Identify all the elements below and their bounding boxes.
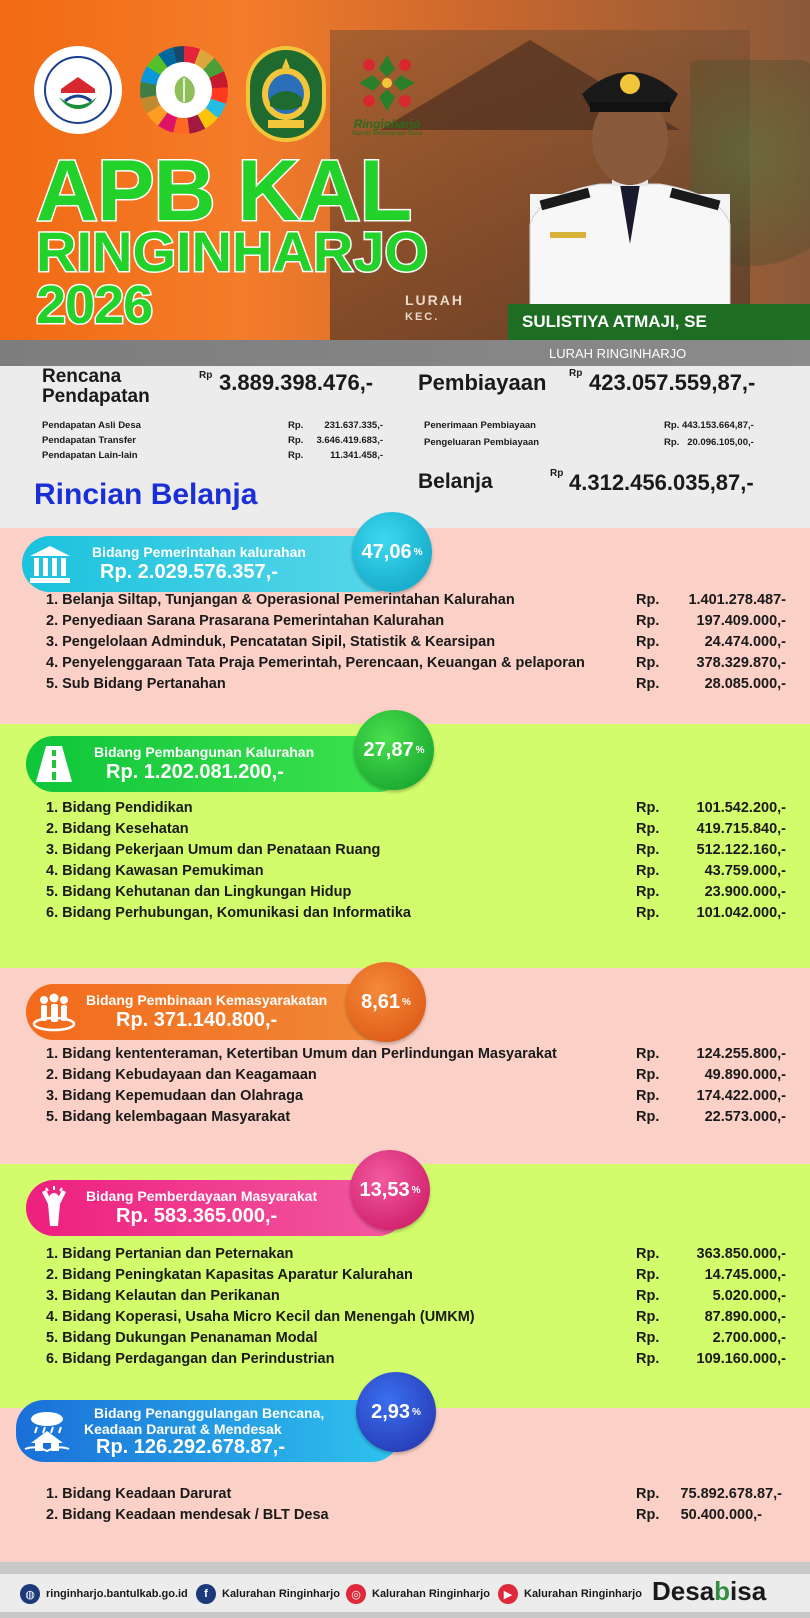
facebook-text: Kalurahan Ringinharjo	[222, 1588, 340, 1600]
percent-value: 27,87	[363, 738, 414, 761]
section-title-line-2: Keadaan Darurat & Mendesak	[84, 1421, 282, 1437]
ringinharjo-tagline: Mandiri Membangun Desa	[351, 131, 423, 137]
list-item: 3. Pengelolaan Adminduk, Pencatatan Sipil, Statistik & Kearsipan Rp. 24.474.000,-	[46, 634, 786, 650]
pendapatan-item-rp: Rp.	[288, 435, 304, 446]
pembiayaan-item-label: Pengeluaran Pembiayaan	[424, 437, 540, 448]
instagram-icon: ◎	[346, 1584, 366, 1604]
section-amount: Rp. 1.202.081.200,-	[106, 761, 284, 783]
building-sign: LURAH KEC.	[405, 292, 464, 323]
section-amount: Rp. 371.140.800,-	[116, 1009, 278, 1031]
community-people-icon	[26, 984, 82, 1040]
official-position-bar	[0, 340, 810, 366]
pendapatan-label-1: Rencana	[42, 366, 122, 387]
official-name: SULISTIYA ATMAJI, SE	[508, 304, 810, 340]
section-title: Bidang Pembinaan Kemasyarakatan	[86, 992, 328, 1008]
item-list	[46, 1486, 782, 1528]
section-amount: Rp. 126.292.678.87,-	[96, 1436, 286, 1458]
header-banner	[0, 0, 810, 343]
section-pemberdayaan	[0, 1164, 810, 1408]
globe-icon: ◍	[20, 1584, 40, 1604]
pendapatan-label-2: Pendapatan	[42, 386, 150, 407]
section-title: Bidang Pembangunan Kalurahan	[94, 744, 315, 760]
ringinharjo-brand: Ringinharjo	[353, 117, 421, 131]
pendapatan-item-label: Pendapatan Asli Desa	[42, 420, 141, 431]
list-item: 2. Bidang Peningkatan Kapasitas Aparatur Kalurahan Rp. 14.745.000,-	[46, 1267, 786, 1283]
section-title: Bidang Pemerintahan kalurahan	[92, 544, 306, 560]
pendapatan-item-value: 3.646.419.683,-	[316, 435, 383, 446]
percent-badge	[354, 710, 434, 790]
footer-divider	[0, 1562, 810, 1574]
list-item: 2. Bidang Kebudayaan dan Keagamaan Rp. 49.890.000,-	[46, 1067, 786, 1083]
title-line-1: APB KAL	[36, 143, 412, 239]
desa-bisa-logo	[652, 1576, 766, 1607]
youtube-link[interactable]	[498, 1584, 642, 1604]
pendapatan-item-rp: Rp.	[288, 420, 304, 431]
official-portrait	[520, 44, 740, 306]
youtube-text: Kalurahan Ringinharjo	[524, 1588, 642, 1600]
item-list	[46, 592, 786, 697]
section-amount: Rp. 2.029.576.357,-	[100, 561, 278, 583]
list-item: 2. Bidang Kesehatan Rp. 419.715.840,-	[46, 821, 786, 837]
belanja-label: Belanja	[418, 470, 493, 493]
title-line-3: 2026	[36, 275, 153, 335]
rincian-belanja-title: Rincian Belanja	[34, 478, 258, 511]
section-header-pill	[26, 1180, 406, 1236]
instagram-text: Kalurahan Ringinharjo	[372, 1588, 490, 1600]
pendapatan-item-rp: Rp.	[288, 450, 304, 461]
facebook-icon: f	[196, 1584, 216, 1604]
pembiayaan-label: Pembiayaan	[418, 370, 547, 395]
list-item: 4. Bidang Kawasan Pemukiman Rp. 43.759.000,-	[46, 863, 786, 879]
section-title: Bidang Pemberdayaan Masyarakat	[86, 1188, 318, 1204]
list-item: 1. Bidang Keadaan Darurat Rp. 75.892.678.87,-	[46, 1486, 782, 1502]
percent-badge	[346, 962, 426, 1042]
ringinharjo-flower-icon	[355, 51, 419, 115]
list-item: 5. Sub Bidang Pertanahan Rp. 28.085.000,-	[46, 676, 786, 692]
section-pemerintahan	[0, 528, 810, 724]
instagram-link[interactable]	[346, 1584, 490, 1604]
list-item: 3. Bidang Pekerjaan Umum dan Penataan Ruang Rp. 512.122.160,-	[46, 842, 786, 858]
belanja-rp-sup: Rp	[550, 468, 564, 479]
list-item: 3. Bidang Kepemudaan dan Olahraga Rp. 174.422.000,-	[46, 1088, 786, 1104]
list-item: 3. Bidang Kelautan dan Perikanan Rp. 5.020.000,-	[46, 1288, 786, 1304]
list-item: 6. Bidang Perhubungan, Komunikasi dan Informatika Rp. 101.042.000,-	[46, 905, 786, 921]
list-item: 5. Bidang Dukungan Penanaman Modal Rp. 2.700.000,-	[46, 1330, 786, 1346]
official-position: LURAH RINGINHARJO	[549, 346, 687, 361]
bantul-regency-emblem-icon	[246, 46, 326, 142]
list-item: 5. Bidang kelembagaan Masyarakat Rp. 22.573.000,-	[46, 1109, 786, 1125]
pendapatan-item-value: 11.341.458,-	[330, 450, 383, 461]
pembiayaan-item-value: Rp. 443.153.664,87,-	[664, 420, 754, 431]
list-item: 1. Bidang kententeraman, Ketertiban Umum dan Perlindungan Masyarakat Rp. 124.255.800,-	[46, 1046, 786, 1062]
item-list	[46, 800, 786, 926]
footer	[0, 1574, 810, 1612]
pendapatan-item-label: Pendapatan Transfer	[42, 435, 136, 446]
ringinharjo-logo	[344, 46, 430, 142]
bottom-strip	[0, 1612, 810, 1618]
percent-sign: %	[413, 546, 423, 558]
list-item: 1. Bidang Pendidikan Rp. 101.542.200,-	[46, 800, 786, 816]
pendapatan-rp-sup: Rp	[199, 370, 213, 381]
list-item: 4. Bidang Koperasi, Usaha Micro Kecil dan Menengah (UMKM) Rp. 87.890.000,-	[46, 1309, 786, 1325]
section-header-pill	[22, 536, 402, 592]
logo-row	[34, 46, 430, 142]
percent-value: 13,53	[359, 1178, 410, 1201]
section-title: Bidang Penanggulangan Bencana,	[94, 1405, 325, 1421]
disaster-house-icon	[16, 1400, 78, 1462]
percent-sign: %	[415, 744, 425, 756]
section-header-pill	[26, 736, 406, 792]
percent-badge	[350, 1150, 430, 1230]
pembiayaan-item-value: Rp. 20.096.105,00,-	[664, 437, 754, 448]
list-item: 2. Bidang Keadaan mendesak / BLT Desa Rp. 50.400.000,-	[46, 1507, 762, 1523]
brand-left: Desa	[652, 1576, 715, 1606]
item-list	[46, 1246, 786, 1372]
list-item: 2. Penyediaan Sarana Prasarana Pemerintahan Kalurahan Rp. 197.409.000,-	[46, 613, 786, 629]
leaf-b-icon: b	[714, 1576, 731, 1606]
facebook-link[interactable]	[196, 1584, 340, 1604]
government-building-icon	[22, 536, 78, 592]
brand-right: isa	[730, 1576, 767, 1606]
pendapatan-item-label: Pendapatan Lain-lain	[42, 450, 138, 461]
pembiayaan-rp-sup: Rp	[569, 368, 583, 379]
ministry-logo-icon	[34, 46, 122, 134]
website-text: ringinharjo.bantulkab.go.id	[46, 1588, 188, 1600]
section-amount: Rp. 583.365.000,-	[116, 1205, 278, 1227]
empowerment-person-icon	[26, 1180, 82, 1236]
percent-value: 8,61	[361, 990, 401, 1013]
section-pembinaan	[0, 968, 810, 1164]
percent-value: 47,06	[361, 540, 412, 563]
list-item: 1. Belanja Siltap, Tunjangan & Operasional Pemerintahan Kalurahan Rp. 1.401.278.487-	[46, 592, 786, 608]
item-list	[46, 1046, 786, 1130]
percent-sign: %	[412, 1406, 421, 1418]
list-item: 5. Bidang Kehutanan dan Lingkungan Hidup Rp. 23.900.000,-	[46, 884, 786, 900]
percent-sign: %	[402, 996, 411, 1008]
list-item: 1. Bidang Pertanian dan Peternakan Rp. 363.850.000,-	[46, 1246, 786, 1262]
road-icon	[26, 736, 82, 792]
sdgs-logo-icon	[140, 46, 228, 134]
pendapatan-item-value: 231.637.335,-	[324, 420, 383, 431]
section-pembangunan	[0, 724, 810, 968]
youtube-icon: ▶	[498, 1584, 518, 1604]
section-bencana	[0, 1400, 810, 1562]
pembiayaan-item-label: Penerimaan Pembiayaan	[424, 420, 536, 431]
title-line-2: RINGINHARJO	[36, 220, 429, 283]
pembiayaan-value: 423.057.559,87,-	[589, 370, 756, 395]
percent-value: 2,93	[371, 1400, 411, 1423]
list-item: 6. Bidang Perdagangan dan Perindustrian Rp. 109.160.000,-	[46, 1351, 786, 1367]
section-header-pill	[16, 1400, 400, 1462]
belanja-value: 4.312.456.035,87,-	[569, 470, 754, 495]
list-item: 4. Penyelenggaraan Tata Praja Pemerintah, Perencaan, Keuangan & pelaporan Rp. 378.329.870,-	[46, 655, 786, 671]
pendapatan-value: 3.889.398.476,-	[219, 370, 374, 395]
percent-sign: %	[411, 1184, 421, 1196]
website-link[interactable]	[20, 1584, 188, 1604]
percent-badge	[356, 1372, 436, 1452]
percent-badge	[352, 512, 432, 592]
